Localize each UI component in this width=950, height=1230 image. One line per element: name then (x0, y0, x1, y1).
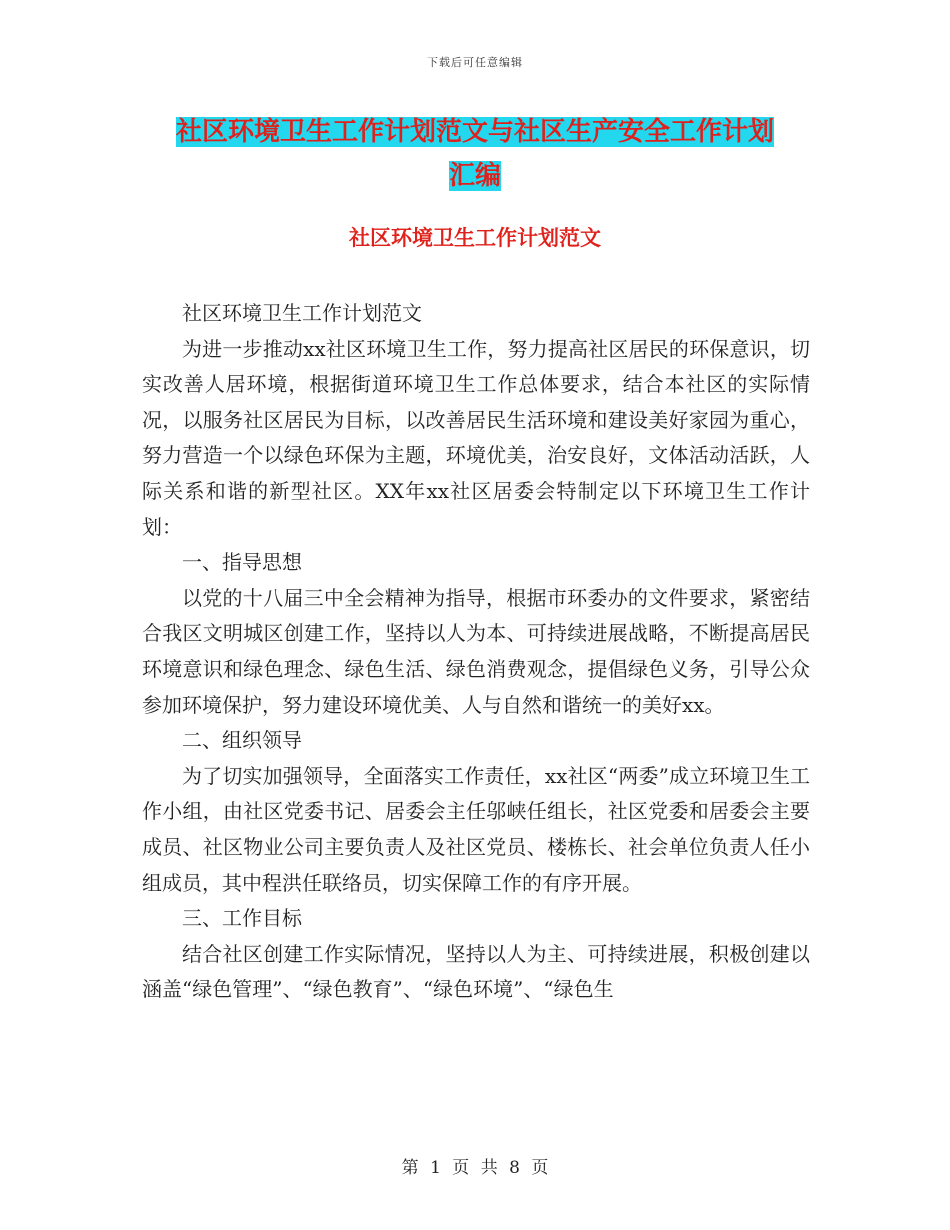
paragraph: 结合社区创建工作实际情况，坚持以人为主、可持续进展，积极创建以涵盖“绿色管理”、“绿色教育”、“绿色环境”、“绿色生 (142, 941, 810, 1002)
paragraph-heading: 二、组织领导 (182, 728, 302, 753)
paragraph: 为了切实加强领导，全面落实工作责任，xx社区“两委”成立环境卫生工作小组，由社区党委书记、居委会主任邬峡任组长，社区党委和居委会主要成员、社区物业公司主要负责人及社区党员、楼栋长、社会单位负责人任小组成员，其中程洪任联络员，切实保障工作的有序开展。 (142, 763, 810, 895)
title-line-2: 汇编 (448, 161, 501, 191)
header-note: 下载后可任意编辑 (427, 56, 523, 69)
page-footer: 第 1 页 共 8 页 (401, 1158, 549, 1178)
paragraph: 以党的十八届三中全会精神为指导，根据市环委办的文件要求，紧密结合我区文明城区创建工作，坚持以人为本、可持续进展战略，不断提高居民环境意识和绿色理念、绿色生活、绿色消费观念，提倡绿色义务，引导公众参加环境保护，努力建设环境优美、人与自然和谐统一的美好xx。 (142, 585, 810, 717)
section-title: 社区环境卫生工作计划范文 (349, 226, 601, 250)
paragraph-heading: 一、指导思想 (182, 550, 302, 575)
paragraph: 社区环境卫生工作计划范文 (182, 301, 422, 325)
document-title (140, 110, 810, 198)
paragraph: 为进一步推动xx社区环境卫生工作，努力提高社区居民的环保意识，切实改善人居环境，根据街道环境卫生工作总体要求，结合本社区的实际情况，以服务社区居民为目标，以改善居民生活环境和建设美好家园为重心，努力营造一个以绿色环保为主题，环境优美，治安良好，文体活动活跃，人际关系和谐的新型社区。XX年xx社区居委会特制定以下环境卫生工作计划： (142, 336, 810, 539)
title-line-1: 社区环境卫生工作计划范文与社区生产安全工作计划 (175, 117, 774, 147)
document-body (142, 296, 810, 1008)
paragraph-heading: 三、工作目标 (182, 906, 302, 931)
